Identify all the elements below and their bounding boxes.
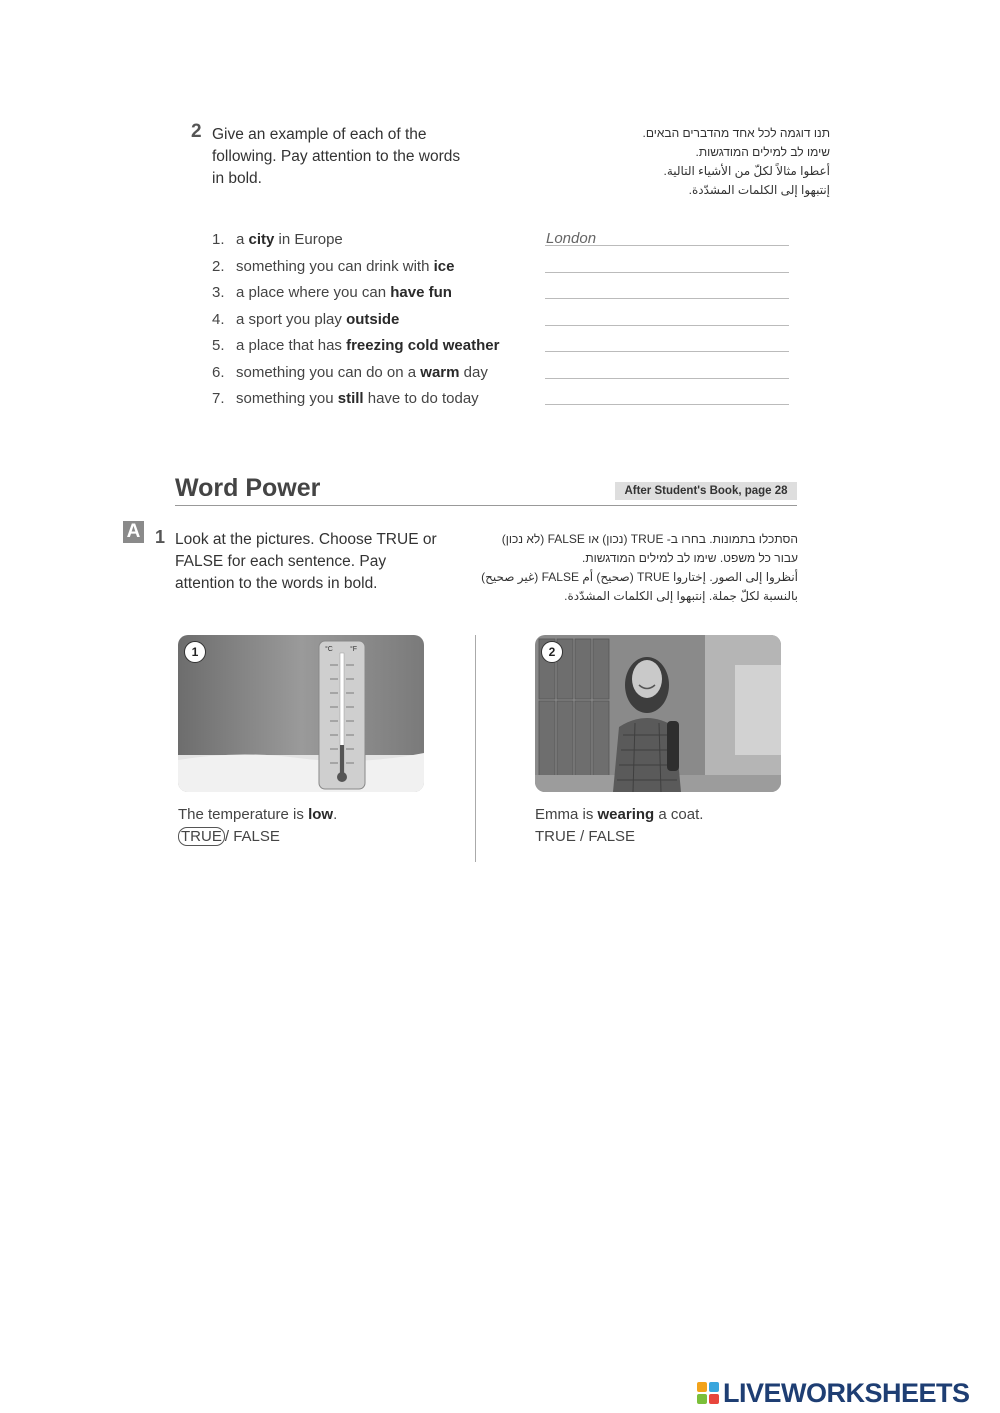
exercise-1-instruction: Look at the pictures. Choose TRUE or FALSE for each sentence. Pay attention to the words in bold. bbox=[175, 531, 437, 592]
arabic-line-2: إنتبهوا إلى الكلمات المشدّدة. bbox=[688, 183, 830, 197]
answer-line-6[interactable] bbox=[545, 378, 789, 379]
section-divider bbox=[175, 505, 797, 506]
students-book-tag: After Student's Book, page 28 bbox=[615, 482, 797, 500]
picture-2-sentence: Emma is wearing a coat. bbox=[535, 806, 704, 823]
picture-2-true-option[interactable]: TRUE bbox=[535, 828, 576, 845]
example-answer: London bbox=[546, 230, 597, 247]
answer-line-7[interactable] bbox=[545, 404, 789, 405]
picture-1-sentence: The temperature is low. bbox=[178, 806, 338, 823]
picture-2-badge: 2 bbox=[541, 641, 563, 663]
hebrew-line-2: עבור כל משפט. שימו לב למילים המודגשות. bbox=[582, 551, 798, 565]
exercise-item-1: 1. a city in Europe bbox=[212, 231, 343, 248]
picture-1-true-option[interactable]: TRUE bbox=[178, 827, 225, 846]
exercise-1-translation bbox=[470, 530, 798, 606]
picture-2-options: TRUE / FALSE bbox=[535, 828, 636, 845]
student-photo bbox=[535, 635, 781, 792]
exercise-item-3: 3. a place where you can have fun bbox=[212, 284, 452, 301]
answer-line-4[interactable] bbox=[545, 325, 789, 326]
picture-1-badge: 1 bbox=[184, 641, 206, 663]
answer-line-2[interactable] bbox=[545, 272, 789, 273]
fahrenheit-label: °F bbox=[350, 646, 358, 653]
thermometer-photo bbox=[178, 635, 424, 792]
hebrew-line-1: הסתכלו בתמונות. בחרו ב- TRUE (נכון) או FALSE (לא נכון) bbox=[501, 532, 798, 546]
answer-line-3[interactable] bbox=[545, 298, 789, 299]
hebrew-line-2: שימו לב למילים המודגשות. bbox=[695, 145, 830, 159]
picture-2-false-option[interactable]: FALSE bbox=[588, 828, 636, 845]
picture-1-false-option[interactable]: FALSE bbox=[233, 828, 280, 845]
exercise-item-6: 6. something you can do on a warm day bbox=[212, 364, 488, 381]
exercise-1-number: 1 bbox=[155, 527, 166, 547]
picture-1-options: TRUE / FALSE bbox=[178, 828, 280, 845]
arabic-line-2: بالنسبة لكلّ جملة. إنتبهوا إلى الكلمات المشدّدة. bbox=[564, 589, 798, 603]
exercise-2-instruction: Give an example of each of the following. Pay attention to the words in bold. bbox=[212, 126, 461, 187]
hebrew-line-1: תנו דוגמה לכל אחד מהדברים הבאים. bbox=[642, 126, 830, 140]
exercise-2-number: 2 bbox=[191, 121, 202, 142]
exercise-item-7: 7. something you still have to do today bbox=[212, 390, 479, 407]
thermometer-illustration bbox=[178, 635, 424, 792]
word-power-title: Word Power bbox=[175, 474, 321, 502]
answer-line-5[interactable] bbox=[545, 351, 789, 352]
answer-line-1[interactable] bbox=[545, 245, 789, 246]
column-divider bbox=[475, 635, 476, 862]
celsius-label: °C bbox=[325, 646, 333, 653]
exercise-item-4: 4. a sport you play outside bbox=[212, 311, 400, 328]
section-letter-badge: A bbox=[123, 521, 144, 543]
logo-grid-icon bbox=[697, 1382, 719, 1404]
exercise-item-2: 2. something you can drink with ice bbox=[212, 258, 455, 275]
liveworksheets-logo bbox=[697, 1378, 970, 1408]
logo-text: LIVEWORKSHEETS bbox=[723, 1377, 970, 1408]
exercise-item-5: 5. a place that has freezing cold weather bbox=[212, 337, 500, 354]
arabic-line-1: أنظروا إلى الصور. إختاروا TRUE (صحيح) أم FALSE (غير صحيح) bbox=[481, 570, 798, 584]
student-illustration bbox=[535, 635, 781, 792]
exercise-2-translation bbox=[520, 124, 830, 200]
arabic-line-1: أعطوا مثالاً لكلّ من الأشياء التالية. bbox=[663, 164, 830, 178]
